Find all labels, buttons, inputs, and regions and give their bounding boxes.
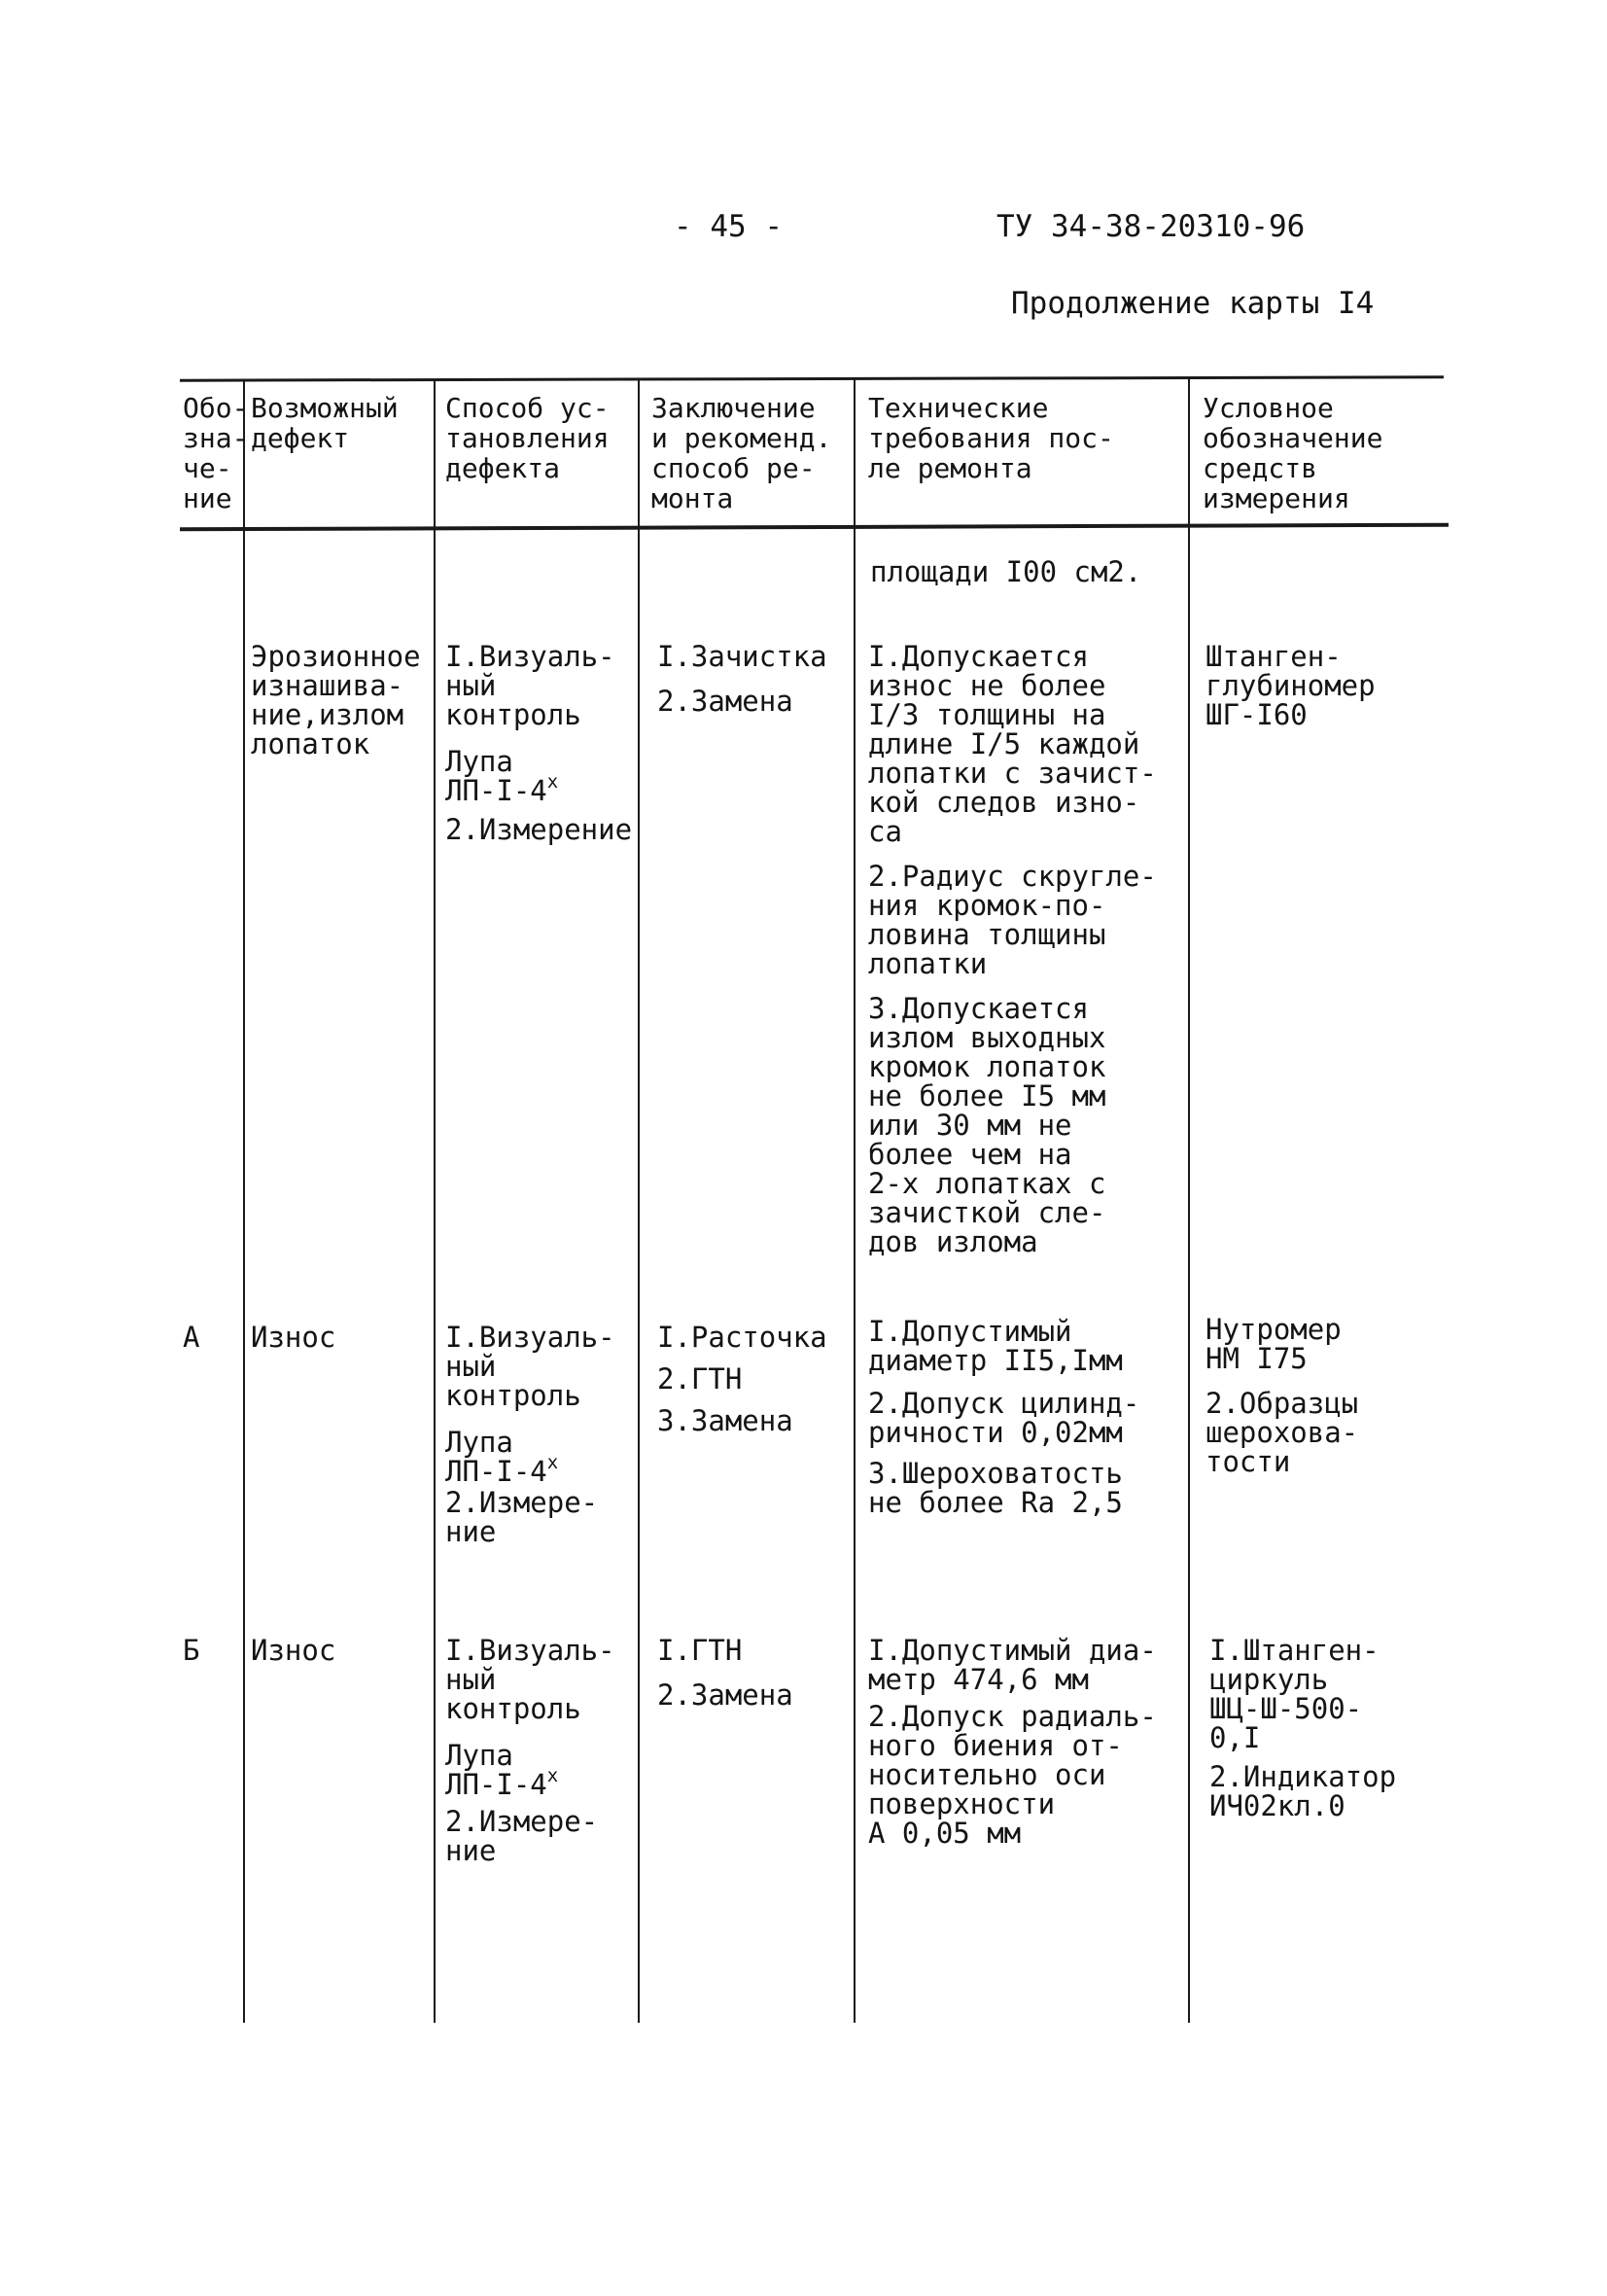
method-visual-control: I.Визуаль- ный контроль <box>445 640 615 731</box>
column-divider-3 <box>638 379 640 2023</box>
continuation-caption: Продолжение карты I4 <box>1011 286 1375 321</box>
header-defect: Возможный дефект <box>251 392 399 454</box>
method-measurement: 2.Измере- ние <box>445 1486 599 1548</box>
requirement-item: 2.Допуск радиаль- ного биения от- носительно оси поверхности А 0,05 мм <box>868 1700 1157 1850</box>
column-divider-2 <box>434 379 436 2023</box>
conclusion-item: 3.Замена <box>657 1404 793 1437</box>
conclusion-item: I.Зачистка <box>657 640 827 673</box>
page-number: - 45 - <box>674 209 783 244</box>
defect-cell: Эрозионное изнашива- ние,излом лопаток <box>251 640 421 760</box>
requirement-item: 2.Допуск цилинд- ричности 0,02мм <box>868 1387 1140 1449</box>
method-magnifier: Лупа $ЛП-I-4^х$ <box>445 1426 559 1488</box>
requirement-item: I.Допускается износ не более I/3 толщины на длине I/5 каждой лопатки с зачист- кой следов изно- са <box>868 640 1157 848</box>
requirement-item: 3.Шероховатость не более Ra 2,5 <box>868 1457 1123 1519</box>
column-divider-4 <box>854 379 856 2023</box>
instrument-item: 2.Индикатор ИЧ02кл.0 <box>1209 1760 1397 1822</box>
designation-cell: А <box>183 1321 200 1354</box>
instrument-item: Нутромер НМ I75 <box>1205 1313 1342 1375</box>
column-divider-5 <box>1188 379 1190 2023</box>
conclusion-item: I.Расточка <box>657 1321 827 1354</box>
conclusion-item: 2.Замена <box>657 685 793 718</box>
header-conclusion: Заключение и рекоменд. способ ре- монта <box>651 392 832 514</box>
table-header-rule <box>180 523 1449 532</box>
header-requirements: Технические требования пос- ле ремонта <box>868 392 1114 484</box>
conclusion-item: 2.ГТН <box>657 1362 743 1395</box>
requirement-item: 3.Допускается излом выходных кромок лопаток не более I5 мм или 30 мм не более чем на 2-х лопатках с зачисткой сле- дов излома <box>868 992 1106 1258</box>
instrument-item: I.Штанген- циркуль ШЦ-Ш-500- 0,I <box>1209 1634 1380 1754</box>
document-code: ТУ 34-38-20310-96 <box>996 209 1306 244</box>
header-designation: Обо- зна- че- ние <box>183 392 249 514</box>
method-visual-control: I.Визуаль- ный контроль <box>445 1321 615 1412</box>
instrument-item: Штанген- глубиномер ШГ-I60 <box>1205 640 1376 731</box>
requirement-item: I.Допустимый диа- метр 474,6 мм <box>868 1634 1157 1696</box>
instrument-item: 2.Образцы шерохова- тости <box>1205 1387 1359 1478</box>
table-top-rule <box>180 375 1444 381</box>
method-magnifier: Лупа $ЛП-I-4^х$ <box>445 1739 559 1801</box>
conclusion-item: 2.Замена <box>657 1678 793 1712</box>
method-magnifier: Лупа $ЛП-I-4^х$ <box>445 745 559 807</box>
method-measurement: 2.Измере- ние <box>445 1805 599 1867</box>
header-instruments: Условное обозначение средств измерения <box>1203 392 1383 514</box>
requirement-item: 2.Радиус скругле- ния кромок-по- ловина толщины лопатки <box>868 860 1157 980</box>
header-method: Способ ус- тановления дефекта <box>445 392 610 484</box>
method-visual-control: I.Визуаль- ный контроль <box>445 1634 615 1725</box>
conclusion-item: I.ГТН <box>657 1634 743 1667</box>
method-measurement: 2.Измерение <box>445 813 633 846</box>
carry-over-text: площади I00 см2. <box>870 555 1142 588</box>
column-divider-1 <box>243 379 245 2023</box>
requirement-item: I.Допустимый диаметр II5,Iмм <box>868 1315 1123 1377</box>
designation-cell: Б <box>183 1634 200 1667</box>
defect-cell: Износ <box>251 1321 336 1354</box>
defect-cell: Износ <box>251 1634 336 1667</box>
